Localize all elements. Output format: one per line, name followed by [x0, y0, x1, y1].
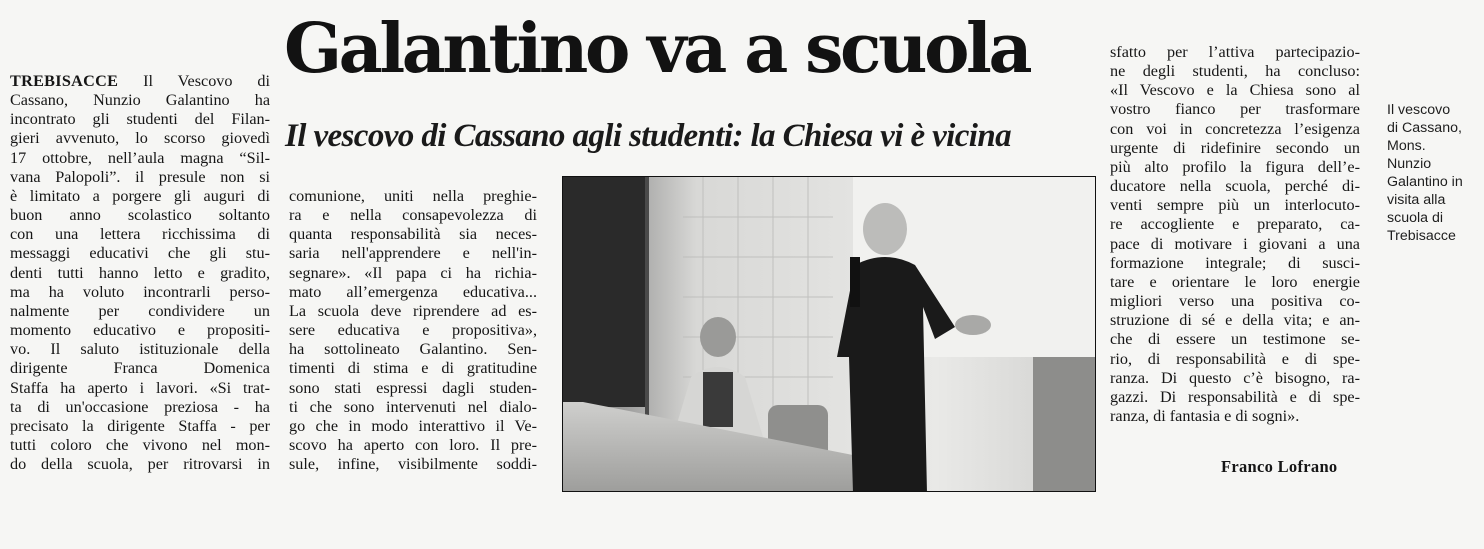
text-line: venti sempre più un interlocuto- [1110, 196, 1360, 215]
text-line: comunione, uniti nella preghie- [289, 187, 537, 205]
text-line: è limitato a porgere gli auguri di [10, 186, 270, 205]
text-line: Cassano, Nunzio Galantino ha [10, 91, 270, 110]
article-column-1 [10, 72, 270, 474]
text-line: sere educativa e propositiva», [289, 321, 537, 340]
text-line: urgente di ridefinire secondo un [1110, 138, 1360, 157]
text-line [10, 72, 270, 91]
text-line: che di essere un testimone se- [1110, 330, 1360, 349]
text-line: mato all’emergenza educativa... [289, 282, 537, 301]
text-line: go che in modo interattivo il Ve- [289, 416, 537, 435]
text-line: formazione integrale; di susci- [1110, 253, 1360, 272]
text-line: ra e nella consapevolezza di [289, 206, 537, 225]
text-line: timenti di stima e di gratitudine [289, 359, 537, 378]
text-line: sule, infine, visibilmente soddi- [289, 455, 537, 474]
text-line: quanta responsabilità sia neces- [289, 225, 537, 244]
text-line: ma ha voluto incontrarli perso- [10, 282, 270, 301]
text-line: incontrato gli studenti del Filan- [10, 110, 270, 129]
text-line: ta di un'occasione preziosa - ha [10, 397, 270, 416]
text-line: migliori verso una positiva co- [1110, 292, 1360, 311]
text-line: sfatto per l’attiva partecipazio- [1110, 43, 1360, 61]
text-line: dirigente Franca Domenica [10, 359, 270, 378]
article-photo [562, 176, 1096, 492]
headline: Galantino va a scuola [284, 9, 1030, 89]
text-line: più alto profilo la figura dell’e- [1110, 157, 1360, 176]
caption-line: Nunzio [1387, 156, 1432, 172]
text-line: ranza, di fantasia e di sogni». [1110, 406, 1300, 425]
text-line: precisato la dirigente Staffa - per [10, 416, 270, 435]
text-line: momento educativo e propositi- [10, 321, 270, 340]
text-line: ti che sono intervenuti nel dialo- [289, 397, 537, 416]
text-line: re accogliente e preparato, ca- [1110, 215, 1360, 234]
text-line: pace di motivare i giovani a una [1110, 234, 1360, 253]
text-line: saria nell'apprendere e nell'in- [289, 244, 537, 263]
text-line: buon anno scolastico soltanto [10, 206, 270, 225]
caption-line: Galantino in [1387, 174, 1463, 190]
caption-line: di Cassano, [1387, 120, 1462, 136]
article-column-3 [1110, 43, 1360, 426]
subhead: Il vescovo di Cassano agli studenti: la Chiesa vi è vicina [285, 118, 1012, 154]
text-line: ducatore nella scuola, perché di- [1110, 177, 1360, 196]
text-line: gazzi. Di responsabilità e di spe- [1110, 387, 1360, 406]
byline: Franco Lofrano [1221, 457, 1338, 476]
text-line: 17 ottobre, nell’aula magna “Sil- [10, 148, 270, 167]
text-line: ne degli studenti, ha concluso: [1110, 62, 1360, 81]
text-line: do della scuola, per ritrovarsi in [10, 455, 270, 474]
text-line: vostro fianco per trasformare [1110, 100, 1360, 119]
text-line: sono stati espressi dagli studen- [289, 378, 537, 397]
caption-line: Il vescovo [1387, 102, 1451, 118]
text-line: Staffa ha aperto i lavori. «Si trat- [10, 378, 270, 397]
text-line: segnare». «Il papa ci ha richia- [289, 263, 537, 282]
text-line: vana Palopoli”. il presule non si [10, 167, 270, 186]
text-line: messaggi educativi che gli stu- [10, 244, 270, 263]
caption-line: visita alla [1387, 192, 1446, 208]
photo-illustration [563, 177, 1096, 492]
text-line: La scuola deve riprendere ad es- [289, 301, 537, 320]
caption-line: Mons. [1387, 138, 1426, 154]
text-line-rest: Il Vescovo di [118, 72, 270, 90]
text-line: con voi in concretezza l’esigenza [1110, 119, 1360, 138]
dateline: TREBISACCE [10, 72, 119, 90]
caption-line: Trebisacce [1387, 228, 1456, 244]
text-line: struzione di sé e della vita; e an- [1110, 311, 1360, 330]
text-line: ha sottolineato Galantino. Sen- [289, 340, 537, 359]
text-line: con una lettera ricchissima di [10, 225, 270, 244]
caption-line: scuola di [1387, 210, 1443, 226]
text-line: «Il Vescovo e la Chiesa sono al [1110, 81, 1360, 100]
text-line: rio, di responsabilità e di spe- [1110, 349, 1360, 368]
photo-caption [1387, 101, 1483, 245]
article-column-2 [289, 187, 537, 474]
text-line: tare e orientare le loro energie [1110, 272, 1360, 291]
text-line: ranza. Di questo c’è bisogno, ra- [1110, 368, 1360, 387]
text-line: scovo ha aperto con loro. Il pre- [289, 436, 537, 455]
text-line: denti tutti hanno letto e gradito, [10, 263, 270, 282]
text-line: nalmente per condividere un [10, 301, 270, 320]
text-line: gieri avvenuto, lo scorso giovedì [10, 129, 270, 148]
text-line: vo. Il saluto istituzionale della [10, 340, 270, 359]
text-line: tutti coloro che vivono nel mon- [10, 435, 270, 454]
